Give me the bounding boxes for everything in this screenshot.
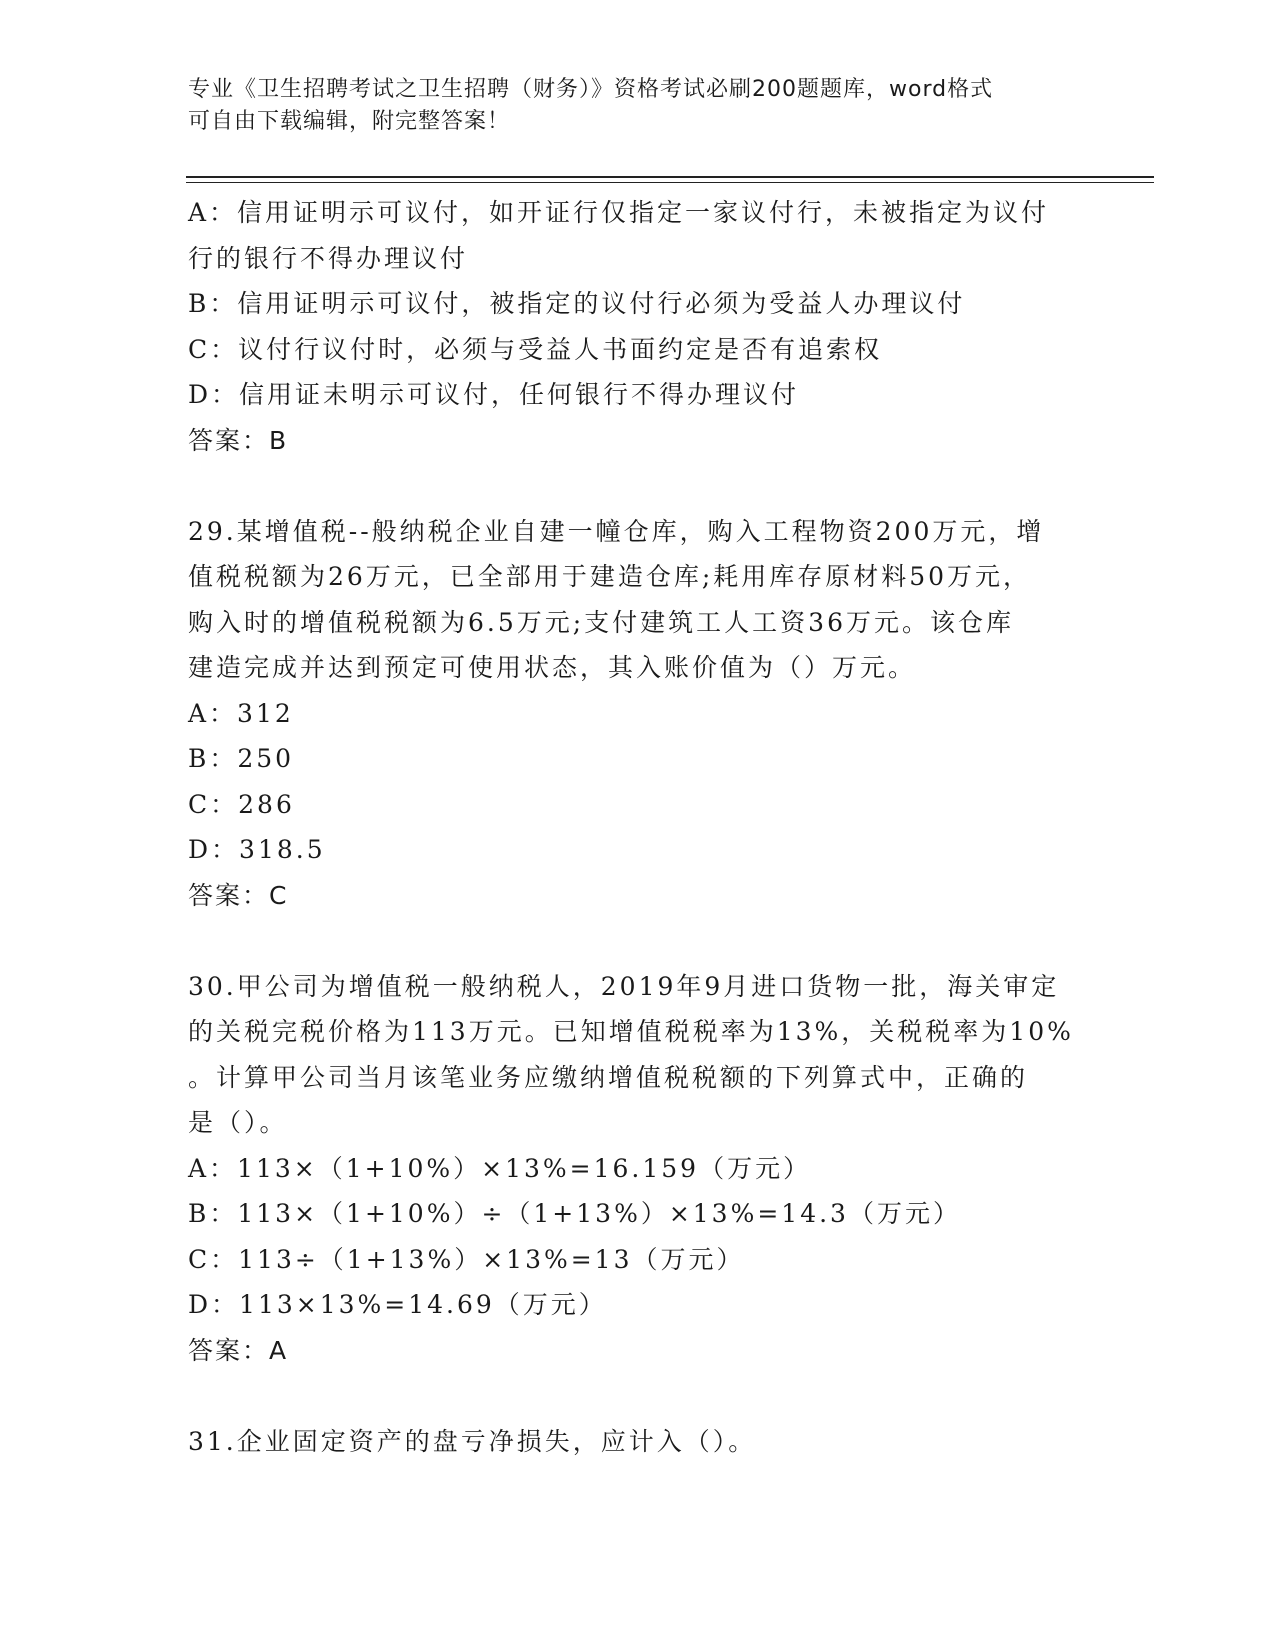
header-rule-thin [186,182,1154,183]
spacer [188,918,1088,964]
option-d: D：113×13%=14.69（万元） [188,1290,607,1319]
question-stem-line: 31.企业固定资产的盘亏净损失，应计入（）。 [188,1426,757,1456]
question-31 [188,1419,1088,1465]
question-stem-line: 。计算甲公司当月该笔业务应缴纳增值税税额的下列算式中，正确的 [188,1062,1029,1092]
question-stem-line: 是（）。 [188,1108,288,1137]
spacer [188,463,1088,509]
option-a-continued: 行的银行不得办理议付 [188,243,469,273]
answer-line: 答案：C [188,880,289,910]
question-30 [188,964,1088,1374]
header-rule-thick [186,176,1154,178]
spacer [188,1373,1088,1419]
option-a: A：113×（1+10%）×13%=16.159（万元） [188,1153,812,1183]
header-line-2: 可自由下载编辑，附完整答案！ [188,109,511,134]
question-stem-line: 建造完成并达到预定可使用状态，其入账价值为（）万元。 [188,653,917,682]
answer-line: 答案：A [188,1335,289,1365]
option-a: A：信用证明示可议付，如开证行仅指定一家议付行，未被指定为议付 [188,198,1050,227]
document-header [188,74,1068,138]
option-c: C：286 [188,789,295,819]
question-stem-line: 的关税完税价格为113万元。已知增值税税率为13%，关税税率为10% [188,1017,1074,1046]
question-stem-line: 购入时的增值税税额为6.5万元;支付建筑工人工资36万元。该仓库 [188,607,1014,637]
option-c: C：113÷（1+13%）×13%=13（万元） [188,1244,745,1274]
option-d: D：318.5 [188,835,326,864]
option-b: B：113×（1+10%）÷（1+13%）×13%=14.3（万元） [188,1199,961,1228]
option-a: A：312 [188,698,294,728]
question-29 [188,509,1088,919]
header-line-1: 专业《卫生招聘考试之卫生招聘（财务）》资格考试必刷200题题库，word格式 [188,77,994,102]
question-stem-line: 30.甲公司为增值税一般纳税人，2019年9月进口货物一批，海关审定 [188,971,1060,1001]
question-stem-line: 值税税额为26万元，已全部用于建造仓库;耗用库存原材料50万元， [188,562,1032,591]
question-stem-line: 29.某增值税--般纳税企业自建一幢仓库，购入工程物资200万元，增 [188,516,1045,546]
answer-line: 答案：B [188,425,289,455]
question-content [188,190,1088,1464]
prev-question-block [188,190,1088,463]
option-c: C：议付行议付时，必须与受益人书面约定是否有追索权 [188,334,883,364]
option-d: D：信用证未明示可议付，任何银行不得办理议付 [188,380,800,409]
option-b: B：信用证明示可议付，被指定的议付行必须为受益人办理议付 [188,289,966,318]
option-b: B：250 [188,744,295,773]
